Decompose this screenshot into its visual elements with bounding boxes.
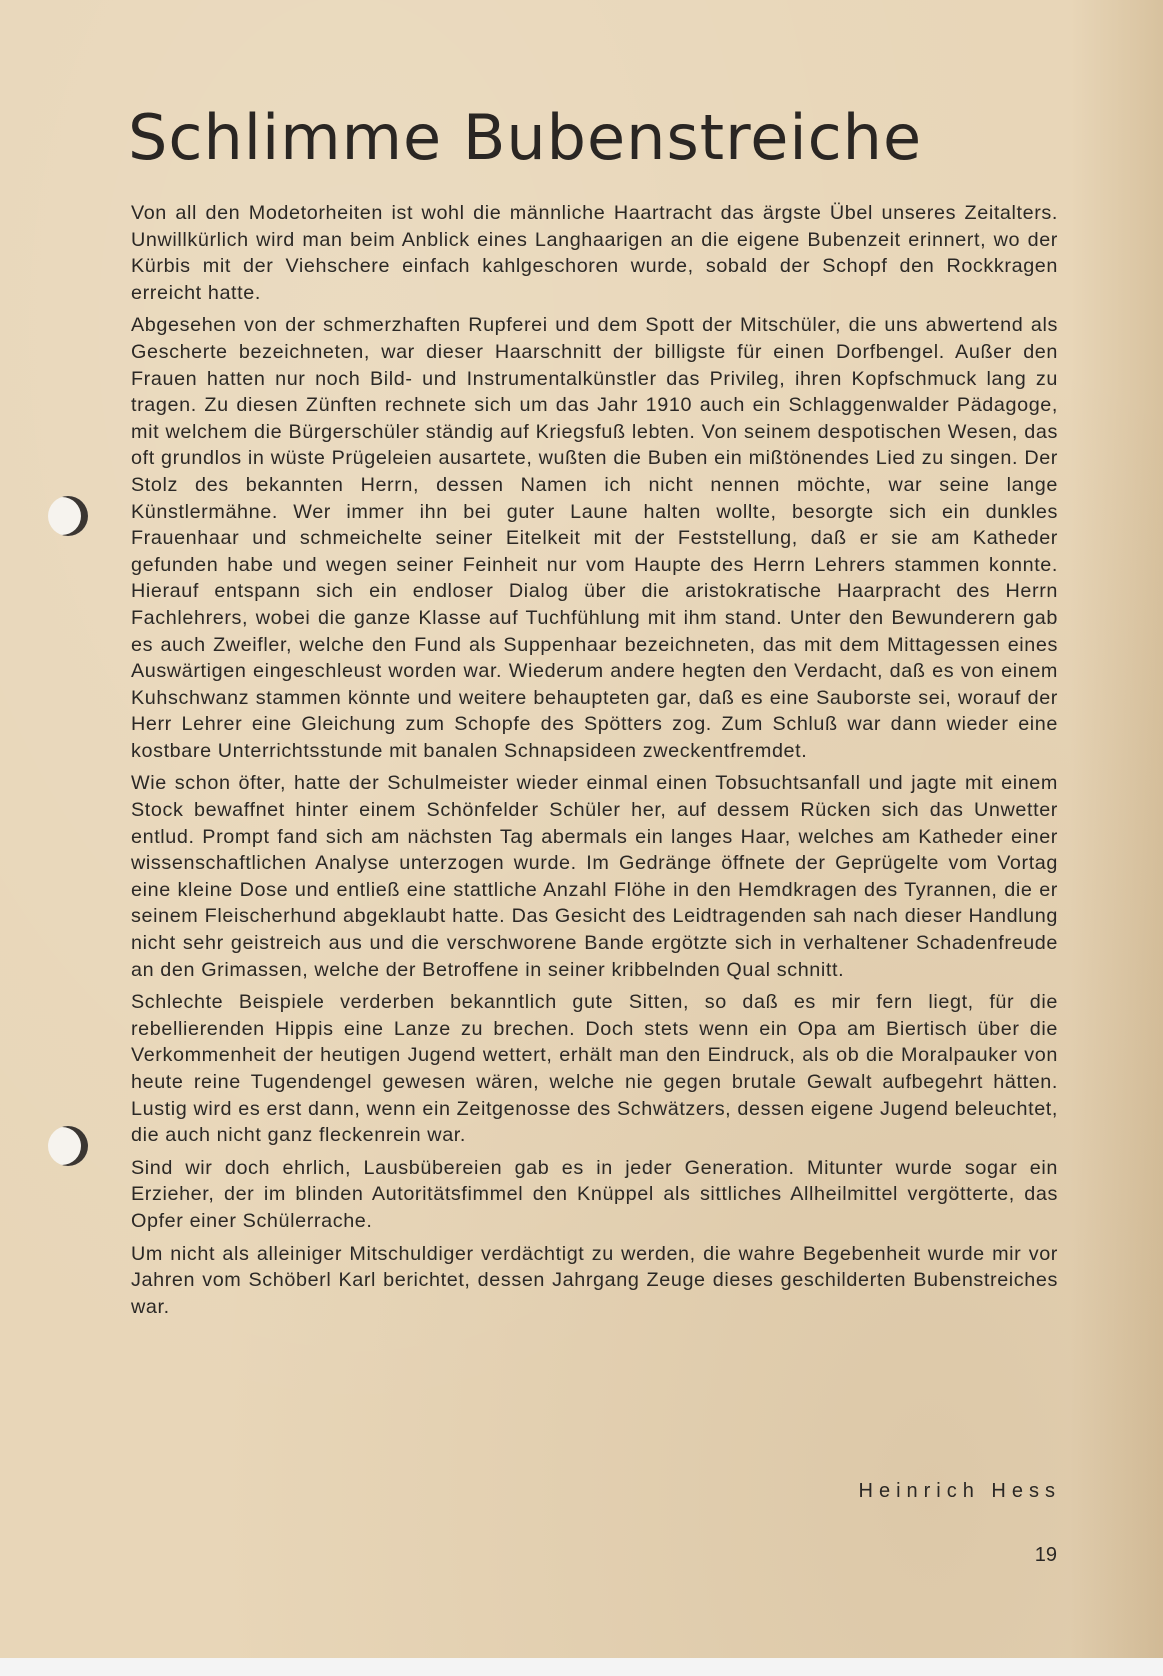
paragraph: Um nicht als alleiniger Mitschuldiger verdächtigt zu werden, die wahre Begebenheit wurde mir vor Jahren vom Schöberl Karl berichtet, dessen Jahrgang Zeuge dieses geschilderten Bubenstreiches war. xyxy=(131,1242,1058,1318)
punch-hole-icon xyxy=(48,1126,88,1166)
paragraph: Abgesehen von der schmerzhaften Rupferei und dem Spott der Mitschüler, die uns abwertend als Gescherte bezeichneten, war dieser Haarschnitt der billigste für einen Dorfbengel. Außer den Frauen hatten nur noch Bild- und Instrumentalkünstler das Privileg, ihren Kopfschmuck lang zu tragen. Zu diesen Zünften rechnete sich um das Jahr 1910 auch ein Schlaggenwalder Pädagoge, mit welchem die Bürgerschüler ständig auf Kriegsfuß lebten. Von seinem despotischen Wesen, das oft grundlos in wüste Prügeleien ausartete, wußten die Buben ein mißtönendes Lied zu singen. Der Stolz des bekannten Herrn, dessen Namen ich nicht nennen möchte, war seine lange Künstlermähne. Wer immer ihn bei guter Laune halten wollte, besorgte sich ein dunkles Frauenhaar und schmeichelte seiner Eitelkeit mit der Feststellung, daß er sie am Katheder gefunden habe und wegen seiner Feinheit nur vom Haupte des Herrn Lehrers stammen konnte. Hierauf entspann sich ein endloser Dialog über die aristokratische Haarpracht des Herrn Fachlehrers, wobei die ganze Klasse auf Tuchfühlung mit ihm stand. Unter den Bewunderern gab es auch Zweifler, welche den Fund als Suppenhaar bezeichneten, das mit dem Mittagessen eines Auswärtigen eingeschleust worden war. Wiederum andere hegten den Verdacht, daß es von einem Kuhschwanz stammen könnte und weitere behaupteten gar, daß es eine Sauborste sei, worauf der Herr Lehrer eine Gleichung zum Schopfe des Spötters zog. Zum Schluß war dann wieder eine kostbare Unterrichtsstunde mit banalen Schnapsideen zweckentfremdet. xyxy=(131,314,1058,762)
page-number: 19 xyxy=(1034,1544,1057,1566)
page-title: Schlimme Bubenstreiche xyxy=(128,101,923,174)
punch-hole-icon xyxy=(48,496,88,536)
paragraph: Schlechte Beispiele verderben bekanntlich gute Sitten, so daß es mir fern liegt, für die rebellierenden Hippis eine Lanze zu brechen. Doch stets wenn ein Opa am Biertisch über die Verkommenheit der heutigen Jugend wettert, erhält man den Eindruck, als ob die Moralpauker von heute reine Tugendengel gewesen wären, welche nie gegen brutale Gewalt aufbegehrt hätten. Lustig wird es erst dann, wenn ein Zeitgenosse des Schwätzers, dessen eigene Jugend beleuchtet, die auch nicht ganz fleckenrein war. xyxy=(131,991,1058,1147)
paragraph: Von all den Modetorheiten ist wohl die männliche Haartracht das ärgste Übel unseres Zeitalters. Unwillkürlich wird man beim Anblick eines Langhaarigen an die eigene Bubenzeit erinnert, wo der Kürbis mit der Viehschere einfach kahlgeschoren wurde, sobald der Schopf den Rockkragen erreicht hatte. xyxy=(131,202,1058,304)
author-signature: Heinrich Hess xyxy=(858,1480,1061,1502)
article-body xyxy=(131,200,1058,1326)
scan-border xyxy=(0,1658,1163,1676)
paragraph: Wie schon öfter, hatte der Schulmeister wieder einmal einen Tobsuchtsanfall und jagte mit einem Stock bewaffnet hinter einem Schönfelder Schüler her, auf dessem Rücken sich das Unwetter entlud. Prompt fand sich am nächsten Tag abermals ein langes Haar, welches am Katheder einer wissenschaftlichen Analyse unterzogen wurde. Im Gedränge öffnete der Geprügelte vom Vortag eine kleine Dose und entließ eine stattliche Anzahl Flöhe in den Hemdkragen des Tyrannen, die er seinem Fleischerhund abgeklaubt hatte. Das Gesicht des Leidtragenden sah nach dieser Handlung nicht sehr geistreich aus und die verschworene Bande ergötzte sich in verhaltener Schadenfreude an den Grimassen, welche der Betroffene in seiner kribbelnden Qual schnitt. xyxy=(131,772,1058,981)
paragraph: Sind wir doch ehrlich, Lausbübereien gab es in jeder Generation. Mitunter wurde sogar ein Erzieher, der im blinden Autoritätsfimmel den Knüppel als sittliches Allheilmittel vergötterte, das Opfer einer Schülerrache. xyxy=(131,1156,1058,1232)
